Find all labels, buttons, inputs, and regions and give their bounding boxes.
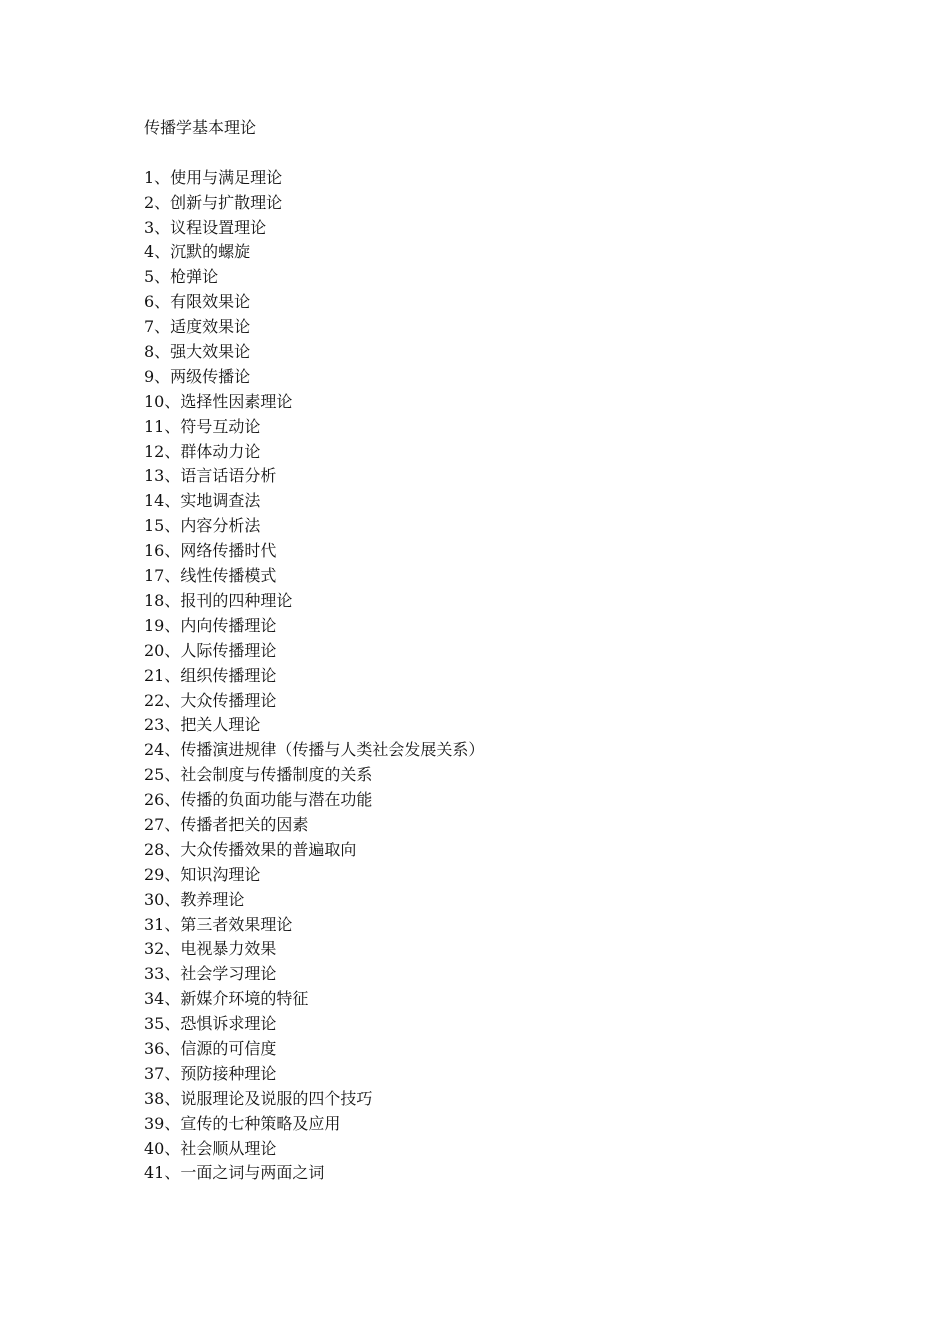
list-item: 6、有限效果论 [144,292,251,312]
list-item: 34、新媒介环境的特征 [144,989,309,1009]
list-item: 33、社会学习理论 [144,964,277,984]
theory-list [144,166,844,1187]
list-item: 36、信源的可信度 [144,1038,277,1058]
list-item: 26、传播的负面功能与潜在功能 [144,790,373,810]
list-item: 27、传播者把关的因素 [144,814,309,834]
list-item: 3、议程设置理论 [144,217,267,237]
list-item: 37、预防接种理论 [144,1063,277,1083]
list-item: 28、大众传播效果的普遍取向 [144,839,357,859]
list-item: 30、教养理论 [144,889,245,909]
list-item: 38、说服理论及说服的四个技巧 [144,1088,373,1108]
list-item: 7、适度效果论 [144,317,251,337]
list-item: 16、网络传播时代 [144,541,277,561]
list-item: 13、语言话语分析 [144,466,277,486]
list-item: 20、人际传播理论 [144,640,277,660]
document-title: 传播学基本理论 [144,118,257,137]
list-item: 29、知识沟理论 [144,864,261,884]
list-item: 40、社会顺从理论 [144,1138,277,1158]
list-item: 31、第三者效果理论 [144,914,293,934]
list-item: 39、宣传的七种策略及应用 [144,1113,341,1133]
list-item: 9、两级传播论 [144,366,251,386]
list-item: 17、线性传播模式 [144,566,277,586]
list-item: 24、传播演进规律（传播与人类社会发展关系） [144,740,485,760]
list-item: 35、恐惧诉求理论 [144,1014,277,1034]
list-item: 8、强大效果论 [144,342,251,362]
list-item: 22、大众传播理论 [144,690,277,710]
list-item: 14、实地调查法 [144,491,261,511]
list-item: 10、选择性因素理论 [144,391,293,411]
list-item: 21、组织传播理论 [144,665,277,685]
list-item: 25、社会制度与传播制度的关系 [144,765,373,785]
list-item: 11、符号互动论 [144,416,261,436]
list-item: 2、创新与扩散理论 [144,192,283,212]
title-spacer [144,141,844,166]
list-item: 41、一面之词与两面之词 [144,1163,325,1183]
list-item: 32、电视暴力效果 [144,939,277,959]
list-item: 5、枪弹论 [144,267,219,287]
list-item: 1、使用与满足理论 [144,167,283,187]
list-item: 19、内向传播理论 [144,615,277,635]
list-item: 15、内容分析法 [144,516,261,536]
list-item: 23、把关人理论 [144,715,261,735]
list-item: 18、报刊的四种理论 [144,590,293,610]
list-item: 4、沉默的螺旋 [144,242,251,262]
list-item: 12、群体动力论 [144,441,261,461]
document-page [144,116,844,1186]
